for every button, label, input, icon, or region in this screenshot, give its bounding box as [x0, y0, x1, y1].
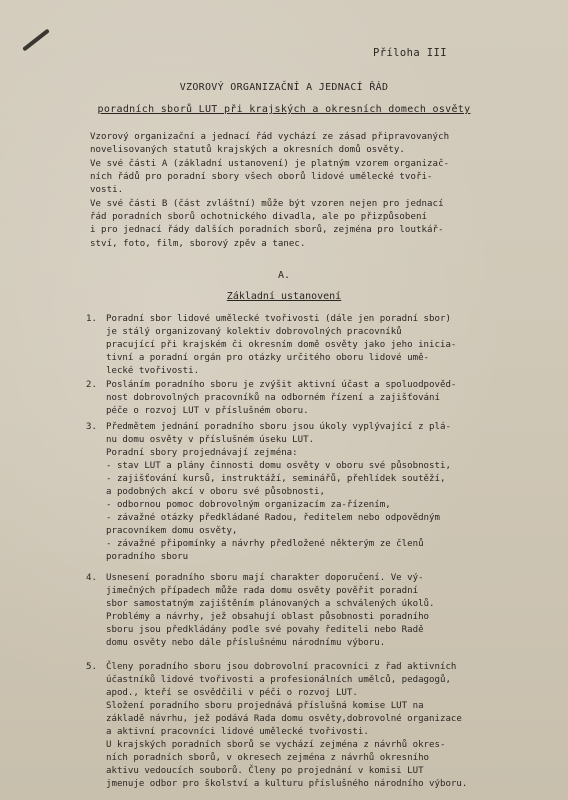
- item-number: 5.: [86, 662, 97, 672]
- intro-paragraph-3: [90, 198, 540, 251]
- text-line: Usnesení poradního sboru mají charakter doporučení. Ve vý-: [106, 573, 424, 583]
- text-line: U krajských poradních sborů se vychází zejména z návrhů okres-: [106, 740, 446, 750]
- text-line: péče o rozvoj LUT v příslušném oboru.: [106, 406, 309, 416]
- text-line: apod., kteří se osvědčili v péči o rozvoj LUT.: [106, 688, 358, 698]
- item-body: [106, 661, 467, 791]
- text-line: jmenuje odbor pro školství a kulturu příslušného národního výboru.: [106, 779, 468, 789]
- text-line: řád poradních sborů ochotnického divadla, ale po přizpůsobení: [90, 212, 428, 223]
- text-line: Předmětem jednání poradního sboru jsou úkoly vyplývající z plá-: [106, 422, 451, 432]
- text-line: ních řádů pro poradní sbory všech oborů lidové umělecké tvoři-: [90, 172, 433, 183]
- pencil-mark: [22, 29, 50, 52]
- item-body: [106, 379, 456, 418]
- text-line: sbor samostatným zajištěním plánovaných a schválených úkolů.: [106, 599, 435, 609]
- item-number: 4.: [86, 573, 97, 583]
- text-line: základě návrhu, jež podává Rada domu osvěty,dobrovolné organizace: [106, 714, 462, 724]
- item-body: [106, 421, 451, 564]
- item-number: 2.: [86, 380, 97, 390]
- text-line: aktivu vedoucích souborů. Členy po projednání v komisi LUT: [106, 766, 424, 776]
- text-line: Posláním poradního sboru je zvýšit aktivní účast a spoluodpověd-: [106, 380, 457, 390]
- text-line: Poradní sbory projednávají zejména:: [106, 448, 298, 458]
- text-line: ství, foto, film, sborový zpěv a tanec.: [90, 238, 306, 249]
- text-line: i pro jednací řády dalších poradních sborů, zejména pro loutkář-: [90, 225, 444, 236]
- text-line: Složení poradního sboru projednává příslušná komise LUT na: [106, 701, 424, 711]
- text-line: poradního sboru: [106, 552, 189, 562]
- text-line: ních poradních sborů, v okresech zejména z návrhů okresního: [106, 753, 430, 763]
- text-line: pracovníkem domu osvěty,: [106, 526, 238, 536]
- text-line: lecké tvořivosti.: [106, 366, 200, 376]
- text-line: - stav LUT a plány činnosti domu osvěty v oboru své působnosti,: [106, 461, 451, 471]
- text-line: pracující při krajském či okresním domě osvěty jako jeho inicia-: [106, 340, 457, 350]
- text-line: jimečných případech může rada domu osvěty pověřit poradní: [106, 586, 419, 596]
- text-line: a podobných akcí v oboru své působnosti,: [106, 487, 325, 497]
- text-line: Problémy a návrhy, jež obsahují oblast působnosti poradního: [106, 612, 430, 622]
- document-subtitle: poradních sborů LUT při krajských a okresních domech osvěty: [97, 104, 471, 115]
- text-line: tivní a poradní orgán pro otázky určitého oboru lidové umě-: [106, 353, 430, 363]
- text-line: Vzorový organizační a jednací řád vychází ze zásad připravovaných: [90, 132, 450, 142]
- section-title: Základní ustanovení: [226, 291, 342, 302]
- text-line: - zajišťování kursů, instruktáží, seminářů, přehlídek soutěží,: [106, 474, 446, 484]
- text-line: Poradní sbor lidové umělecké tvořivosti (dále jen poradní sbor): [106, 314, 451, 324]
- text-line: nu domu osvěty v příslušném úseku LUT.: [106, 435, 315, 445]
- text-line: Ve své části A (základní ustanovení) je platným vzorem organizač-: [90, 159, 450, 169]
- text-line: novelisovaných statutů krajských a okresních domů osvěty.: [90, 145, 405, 156]
- text-line: vosti.: [90, 185, 124, 196]
- text-line: Ve své části B (část zvláštní) může být vzoren nejen pro jednací: [90, 199, 444, 209]
- text-line: účastníků lidové tvořivosti a profesionálních umělců, pedagogů,: [106, 675, 451, 685]
- text-line: sboru jsou předkládány podle své povahy řediteli nebo Radě: [106, 625, 424, 635]
- text-line: domu osvěty nebo dále příslušnému národnímu výboru.: [106, 638, 386, 648]
- item-number: 1.: [86, 314, 97, 324]
- text-line: a aktivní pracovníci lidové umělecké tvořivosti.: [106, 727, 369, 737]
- attachment-label: Příloha III: [373, 47, 447, 59]
- text-line: nost dobrovolných pracovníků na odborném řízení a zajišťování: [106, 393, 440, 403]
- text-line: - závažné připomínky a návrhy předložené některým ze členů: [106, 539, 424, 549]
- item-body: [106, 313, 456, 378]
- item-number: 3.: [86, 422, 97, 432]
- intro-paragraph-2: [90, 158, 540, 198]
- text-line: - odbornou pomoc dobrovolným organizacím za-řízením,: [106, 500, 391, 510]
- text-line: je stálý organizovaný kolektiv dobrovolných pracovníků: [106, 327, 402, 337]
- item-body: [106, 572, 435, 650]
- text-line: - závažné otázky předkládané Radou, ředitelem nebo odpovědným: [106, 513, 440, 523]
- section-letter: A.: [277, 270, 291, 281]
- document-title: VZOROVÝ ORGANIZAČNÍ A JEDNACÍ ŘÁD: [179, 82, 389, 93]
- intro-paragraph-1: [90, 131, 540, 157]
- text-line: Členy poradního sboru jsou dobrovolní pracovníci z řad aktivních: [106, 662, 457, 672]
